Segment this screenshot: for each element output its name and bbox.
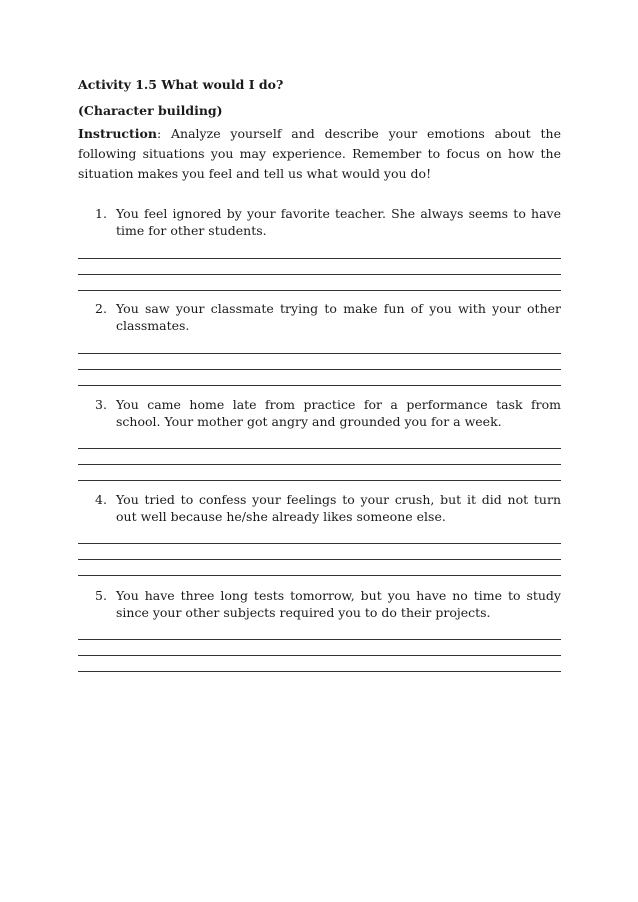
question-item [78, 491, 561, 525]
answer-line[interactable] [78, 480, 561, 481]
question-item [78, 205, 561, 239]
answer-line[interactable] [78, 274, 561, 275]
instruction-label: Instruction [78, 126, 157, 141]
answer-line[interactable] [78, 448, 561, 449]
answer-line[interactable] [78, 639, 561, 640]
question-number: 3. [95, 397, 107, 412]
instruction-text: : Analyze yourself and describe your emotions about the following situations you may experience. Remember to focus on how the situation makes you feel and tell us what would you do! [78, 126, 561, 181]
answer-line[interactable] [78, 559, 561, 560]
instruction-paragraph [78, 124, 561, 184]
answer-line[interactable] [78, 464, 561, 465]
question-number: 1. [95, 206, 107, 221]
answer-line[interactable] [78, 671, 561, 672]
question-text: You came home late from practice for a performance task from school. Your mother got angry and grounded you for a week. [116, 397, 561, 429]
question-item [78, 396, 561, 430]
question-item [78, 587, 561, 621]
question-number: 5. [95, 588, 107, 603]
activity-subtitle: (Character building) [78, 103, 223, 118]
answer-line[interactable] [78, 655, 561, 656]
question-text: You have three long tests tomorrow, but you have no time to study since your other subjects required you to do their projects. [116, 588, 561, 620]
worksheet-page [78, 76, 561, 184]
question-number: 4. [95, 492, 107, 507]
answer-line[interactable] [78, 258, 561, 259]
activity-title: Activity 1.5 What would I do? [78, 77, 284, 92]
answer-line[interactable] [78, 353, 561, 354]
question-item [78, 300, 561, 334]
answer-line[interactable] [78, 290, 561, 291]
question-number: 2. [95, 301, 107, 316]
question-text: You saw your classmate trying to make fun of you with your other classmates. [116, 301, 561, 333]
answer-line[interactable] [78, 575, 561, 576]
answer-line[interactable] [78, 543, 561, 544]
question-text: You feel ignored by your favorite teacher. She always seems to have time for other students. [116, 206, 561, 238]
question-text: You tried to confess your feelings to your crush, but it did not turn out well because he/she already likes someone else. [116, 492, 561, 524]
answer-line[interactable] [78, 369, 561, 370]
answer-line[interactable] [78, 385, 561, 386]
